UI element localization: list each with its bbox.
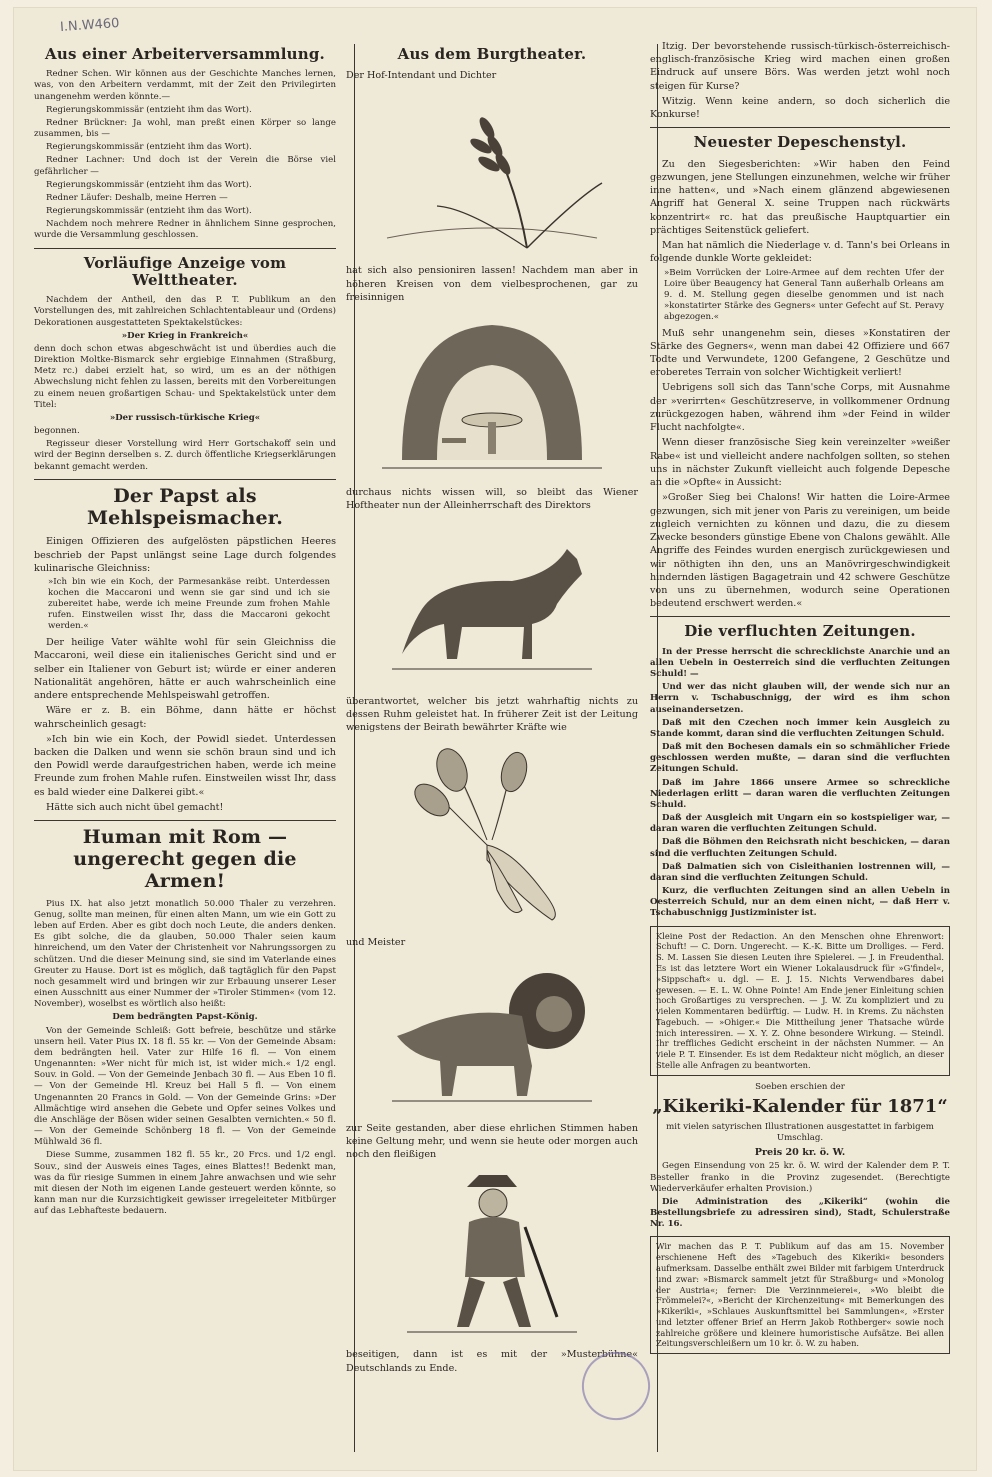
paragraph: zur Seite gestanden, aber diese ehrlichen Stimmen haben keine Geltung mehr, und wenn sie heute oder morgen auch noch den fleißigen (346, 1122, 638, 1161)
paragraph: Hätte sich auch nicht übel gemacht! (46, 801, 224, 813)
column-middle (346, 40, 638, 1377)
article-body-arbeiterversammlung (34, 69, 336, 241)
paragraph: Daß im Jahre 1866 unsere Armee so schreckliche Niederlagen erlitt — daran waren die verfluchten Zeitungen Schuld. (650, 777, 950, 810)
hunter-illustration (407, 1167, 577, 1342)
article-body-welttheater (34, 295, 336, 473)
paragraph: Redner Schen. Wir können aus der Geschichte Manches lernen, was, von den Arbeitern verdammt, mit der Zeit den Privilegirten unangenehm werden könnte.— (34, 69, 336, 102)
paragraph: Regierungskommissär (entzieht ihm das Wort). (46, 142, 252, 153)
paragraph: Daß mit den Czechen noch immer kein Ausgleich zu Stande kommt, daran sind die verfluchten Zeitungen Schuld. (650, 717, 950, 739)
article-title-burgtheater: Aus dem Burgtheater. (397, 45, 587, 63)
archive-reference: I.N.W460 (59, 15, 120, 36)
ad-price: Preis 20 kr. ö. W. (754, 1147, 846, 1159)
garden-arbor-illustration (382, 310, 602, 480)
paragraph: Itzig. Der bevorstehende russisch-türkisch-österreichisch-englisch-französische Krieg wird machen einen großen Eindruck auf unsere Börs. Was werden jetzt wohl noch steigen für Kurse? (650, 41, 950, 92)
paragraph: Kurz, die verfluchten Zeitungen sind an allen Uebeln in Oesterreich Schuld, nur an dem einen nicht, — daß Herr v. Tschabuschnigg Justizminister ist. (650, 886, 950, 919)
paragraph: Regisseur dieser Vorstellung wird Herr Gortschakoff sein und wird der Beginn derselben s. Z. durch öffentliche Kriegserklärungen bekannt gemacht werden. (34, 439, 336, 472)
divider (650, 616, 950, 617)
paragraph: denn doch schon etwas abgeschwächt ist und überdies auch die Direktion Moltke-Bismarck sehr ergiebige Einnahmen (Straßburg, Metz rc.) dabei erzielt hat, so wird, um es an der nöthigen Abwechslung nicht fehlen zu lassen, bereits mit den Vorbereitungen zu einem neuen großartigen Schau- und Spektakelstück unter dem Titel: (34, 343, 336, 410)
article-title-welttheater: Vorläufige Anzeige vom Welttheater. (83, 253, 287, 289)
divider (34, 820, 336, 821)
paragraph: Man hat nämlich die Niederlage v. d. Tann's bei Orleans in folgende dunkle Worte gekleidet: (650, 240, 950, 265)
ad-intro: Soeben erschien der (755, 1081, 845, 1092)
paragraph: begonnen. (34, 426, 80, 437)
tagebuch-notice-box: Wir machen das P. T. Publikum auf das am 15. November erschienene Heft des »Tagebuch des Kikeriki« besonders aufmerksam. Dasselbe enthält zwei Bilder mit farbigem Unterdruck und zwar: »Bismarck sammelt jetzt für Straßburg« und »Monolog der Austria«; ferner: Die Verzinnmeierei«, »Wo bleibt die Frömmelei?«, »Bericht der Kirchenzeitung« mit Bemerkungen des »Kikeriki«, »Schlaues Auskunftsmittel bei Sammlungen«, »Erster und letzter offener Brief an Herrn Jakob Rothberger« sowie noch zahlreiche größere und kleinere humoristische Aufsätze. Bei allen Zeitungsverschleißern um 10 kr. ö. W. zu haben. (650, 1236, 950, 1354)
paragraph: In der Presse herrscht die schrecklichste Anarchie und an allen Uebeln in Oesterreich sind die verfluchten Zeitungen Schuld! — (650, 646, 950, 680)
column-left (34, 40, 336, 1220)
wheat-ear-illustration (377, 88, 607, 258)
paragraph: Wenn dieser französische Sieg kein vereinzelter »weißer Rabe« ist und vielleicht andere nachfolgen sollten, so stehen uns in nächster Zukunft vielleicht auch folgende Depesche an die »Opfte« in Aussicht: (650, 437, 950, 489)
quote: »Beim Vorrücken der Loire-Armee auf dem rechten Ufer der Loire über Beaugency hat General Tann außerhalb Orleans am 9. d. M. Stellung gegen dieselbe genommen und ist nach »konstatirter Stärke des Gegners« unter Gefecht auf St. Peravy abgezogen.« (664, 267, 944, 322)
paragraph: Und wer das nicht glauben will, der wende sich nur an Herrn v. Tschabuschnigg, der wird es ihm schon auseinandersetzen. (650, 682, 950, 715)
paragraph: Zu den Siegesberichten: »Wir haben den Feind gezwungen, jene Stellungen einzunehmen, welche wir früher inne hatten«, und »Nach einem glänzend abgewiesenen Angriff hat General X. seine Truppen nach rückwärts konzentrirt« rc. hat das preußische Hauptquartier ein prächtiges Seitenstück geliefert. (650, 158, 950, 236)
column-right (650, 40, 950, 1360)
article-title-human-mit-rom: Human mit Rom — ungerecht gegen die Armen! (73, 826, 297, 892)
paragraph: »Ich bin wie ein Koch, der Powidl siedet. Unterdessen backen die Dalken und wenn sie schön braun sind und ich den Powidl werde daraufgestrichen haben, werde ich meine Freunde zum frohen Mahle rufen. Einstweilen wisst Ihr, dass es bald wieder eine Dalkerei gibt.« (34, 733, 336, 798)
paragraph: Von der Gemeinde Schleiß: Gott befreie, beschütze und stärke unsern heil. Vater Pius IX. 18 fl. 55 kr. — Von der Gemeinde Absam: dem bedrängten heil. Vater zur Hilfe 16 fl. — Von einem Ungenannten: »Wer nicht für mich ist, ist wider mich.« 1/2 engl. Souv. in Gold. — Von der Gemeinde Jenbach 30 fl. — Aus Eben 10 fl. — Von der Gemeinde Hl. Kreuz bei Hall 5 fl. — Von einem Ungenannten 20 Francs in Gold. — Von der Gemeinde Grins: »Der Allmächtige wird ansehen die Gebete und Opfer seines Volkes und die Anschläge der Bösen wider seinen Gesalbten vernichten.« 50 fl. — Von der Gemeinde Schönberg 18 fl. — Von der Gemeinde Mühlwald 36 fl. (34, 1025, 336, 1148)
editorial-post-box: Kleine Post der Redaction. An den Menschen ohne Ehrenwort: Schuft! — C. Dorn. Ungerecht. — K.-K. Bitte um Drolliges. — Ferd. S. M. Lassen Sie diesen Leuten ihre Spielerei. — J. in Freudenthal. Es ist das letztere Wort ein Wiener Lokalausdruck für »G'findel«, »Sippschaft« u. dgl. — E. J. 15. Nichts Verwendbares dabei gewesen. — E. L. W. Ohne Pointe! Am Ende jener Einleitung schien noch Großartiges zu versprechen. — J. W. Zu kompliziert und zu vielen Kommentaren bedürftig. — Ludw. H. in Krems. Zu nächsten Tagebuch. — »Ohiger.« Die Mittheilung jener Thatsache würde mich interessiren. — X. Y. Z. Ohne besondere Wirkung. — Steindl. Ihr treffliches Gedicht erscheint in der nächsten Nummer. — An viele P. T. Einsender. Es ist dem Redakteur nicht möglich, an dieser Stelle alle Anfragen zu beantworten. (650, 926, 950, 1076)
quote-title: »Der Krieg in Frankreich« (121, 330, 249, 341)
paragraph: »Großer Sieg bei Chalons! Wir hatten die Loire-Armee gezwungen, sich mit jener von Paris zu vereinigen, um beide zugleich vernichten zu können und dazu, die zu diesem Zwecke besonders günstige Ebene von Chalons gewählt. Alle Angriffe des Feindes wurden energisch zurückgewiesen und wir nöthigten ihn den, uns an Manövrirgeschwindigkeit hindernden lästigen Bagagetrain und 42 schwere Geschütze von uns zu übernehmen, wodurch seine Operationen bedeutend erschwert werden.« (650, 492, 950, 610)
paragraph: und Meister (346, 937, 406, 949)
paragraph: Daß der Ausgleich mit Ungarn ein so kostspieliger war, — daran waren die verfluchten Zeitungen Schuld. (650, 813, 950, 835)
article-title-papst: Der Papst als Mehlspeismacher. (86, 484, 284, 529)
subheading: Dem bedrängten Papst-König. (112, 1012, 258, 1023)
paragraph: Regierungskommissär (entzieht ihm das Wort). (46, 206, 252, 217)
paragraph: Pius IX. hat also jetzt monatlich 50.000 Thaler zu verzehren. Genug, sollte man meinen, für einen alten Mann, um wie ein Gott zu leben auf Erden. Aber es gibt doch noch Leute, die anders denken. Es gibt solche, die da glauben, 50.000 Thaler seien kaum hinreichend, um den Vater der Christenheit vor Nahrungssorgen zu schützen. Und die dieser Meinung sind, sie sind im Vaterlande eines Greuter zu Hause. Dort ist es möglich, daß tagtäglich für den Papst noch gesammelt wird und bringen wir zur Erbauung unserer Leser einen Ausschnitt aus einer Nummer der »Tiroler Stimmen« (vom 12. November), woselbst es wörtlich also heißt: (34, 898, 336, 1010)
ad-subtitle: mit vielen satyrischen Illustrationen ausgestattet in farbigem Umschlag. (666, 1121, 934, 1143)
ad-administration: Die Administration des „Kikeriki“ (wohin die Bestellungsbriefe zu adressiren sind), Stadt, Schulerstraße Nr. 16. (650, 1196, 950, 1230)
paragraph: hat sich also pensioniren lassen! Nachdem man aber in höheren Kreisen von dem vielbesprochenen, gar zu freisinnigen (346, 265, 638, 303)
paragraph: Daß mit den Bochesen damals ein so schmählicher Friede geschlossen werden mußte, — daran sind die verfluchten Zeitungen Schuld. (650, 742, 950, 775)
paragraph: Redner Lachner: Und doch ist der Verein die Börse viel gefährlicher — (34, 155, 336, 177)
quote-title: »Der russisch-türkische Krieg« (109, 412, 261, 423)
paragraph: Daß Dalmatien sich von Cisleithanien lostrennen will, — daran sind die verfluchten Zeitungen Schuld. (650, 861, 950, 883)
paragraph: Der heilige Vater wählte wohl für sein Gleichniss die Maccaroni, weil diese ein italienisches Gericht sind und er selber ein Italiener von Geburt ist; würde er einer anderen Nationalität angehören, hätte er auch wahrscheinlich eine andere entsprechende Mehlspeiswahl getroffen. (34, 637, 336, 702)
paragraph: Redner Brückner: Ja wohl, man preßt einen Körper so lange zusammen, bis — (34, 117, 336, 140)
paragraph: Muß sehr unangenehm sein, dieses »Konstatiren der Stärke des Gegners«, wenn man dabei 42 Offiziere und 667 Todte und Verwundete, 1200 Gefangene, 2 Geschütze und eroberetes Terrain von solcher Wichtigkeit verliert! (650, 327, 950, 379)
paragraph: Nachdem noch mehrere Redner in ähnlichem Sinne gesprochen, wurde die Versammlung geschlossen. (34, 219, 336, 241)
article-body-human-mit-rom (34, 899, 336, 1218)
paragraph: Regierungskommissär (entzieht ihm das Wort). (46, 104, 252, 115)
beet-bunch-illustration (392, 740, 592, 930)
paragraph: Wäre er z. B. ein Böhme, dann hätte er höchst wahrscheinlich gesagt: (34, 705, 336, 730)
paragraph: Redner Läufer: Deshalb, meine Herren — (46, 192, 228, 203)
paragraph: Der Hof-Intendant und Dichter (346, 70, 497, 82)
paragraph: Nachdem der Antheil, den das P. T. Publikum an den Vorstellungen des, mit zahlreichen Schlachtentableaur und (Ordens) Dekorationen ausgestatteten Spektakelstückes: (34, 295, 336, 328)
paragraph: beseitigen, dann ist es mit der »Musterbühne« Deutschlands zu Ende. (346, 1349, 638, 1374)
ad-ordering: Gegen Einsendung von 25 kr. ö. W. wird der Kalender dem P. T. Besteller franko in die Provinz zugesendet. (Berechtigte Wiederverkäufer erhalten Provision.) (650, 1161, 950, 1194)
paragraph: Daß die Böhmen den Reichsrath nicht beschicken, — daran sind die verfluchten Zeitungen Schuld. (650, 837, 950, 859)
article-title-arbeiterversammlung: Aus einer Arbeiterversammlung. (45, 45, 325, 63)
paragraph: überantwortet, welcher bis jetzt wahrhaftig nichts zu dessen Ruhm geleistet hat. In früherer Zeit ist der Leitung wenigstens der Beirath bewährter Kräfte wie (346, 695, 638, 734)
divider (650, 127, 950, 128)
divider (34, 248, 336, 249)
paragraph: Regierungskommissär (entzieht ihm das Wort). (46, 179, 252, 190)
ad-calendar-title: „Kikeriki-Kalender für 1871“ (652, 1095, 948, 1117)
paragraph: Diese Summe, zusammen 182 fl. 55 kr., 20 Frcs. und 1/2 engl. Souv., sind der Ausweis eines Tages, eines Blattes!! Bedenkt man, was da für riesige Summen in einem Jahre anwachsen und wie sehr mit diesen der Noth im eigenen Lande gesteuert werden könnte, so kann man nur die Kurzsichtigkeit gewisser irregeleiteter Mitbürger auf das Lebhafteste bedauern. (34, 1150, 336, 1217)
paragraph: durchaus nichts wissen will, so bleibt das Wiener Hoftheater nun der Alleinherrschaft des Direktors (346, 487, 638, 512)
article-body-zeitungen (650, 647, 950, 920)
lion-illustration (382, 956, 602, 1116)
divider (34, 479, 336, 480)
article-body-papst (34, 535, 336, 814)
paragraph: Witzig. Wenn keine andern, so doch sicherlich die Konkurse! (650, 95, 950, 121)
article-title-zeitungen: Die verfluchten Zeitungen. (684, 622, 916, 641)
quote: »Ich bin wie ein Koch, der Parmesankäse reibt. Unterdessen kochen die Maccaroni und wenn sie gar sind und ich sie zubereitet habe, werde ich meine Freunde zum frohen Mahle rufen. Einstweilen wisst Ihr, dass die Maccaroni gekocht werden.« (48, 577, 330, 632)
article-title-depeschenstyl: Neuester Depeschenstyl. (693, 133, 907, 152)
wolf-illustration (382, 519, 602, 689)
paragraph: Einigen Offizieren des aufgelösten päpstlichen Heeres beschrieb der Papst unlängst seine Lage durch folgendes kulinarische Gleichniss: (34, 536, 336, 574)
paragraph: Uebrigens soll sich das Tann'sche Corps, mit Ausnahme der »verirrten« Geschützreserve, in vollkommener Ordnung zurückgezogen haben, während ihm »der Feind in wilder Flucht nachfolgte«. (650, 382, 950, 434)
